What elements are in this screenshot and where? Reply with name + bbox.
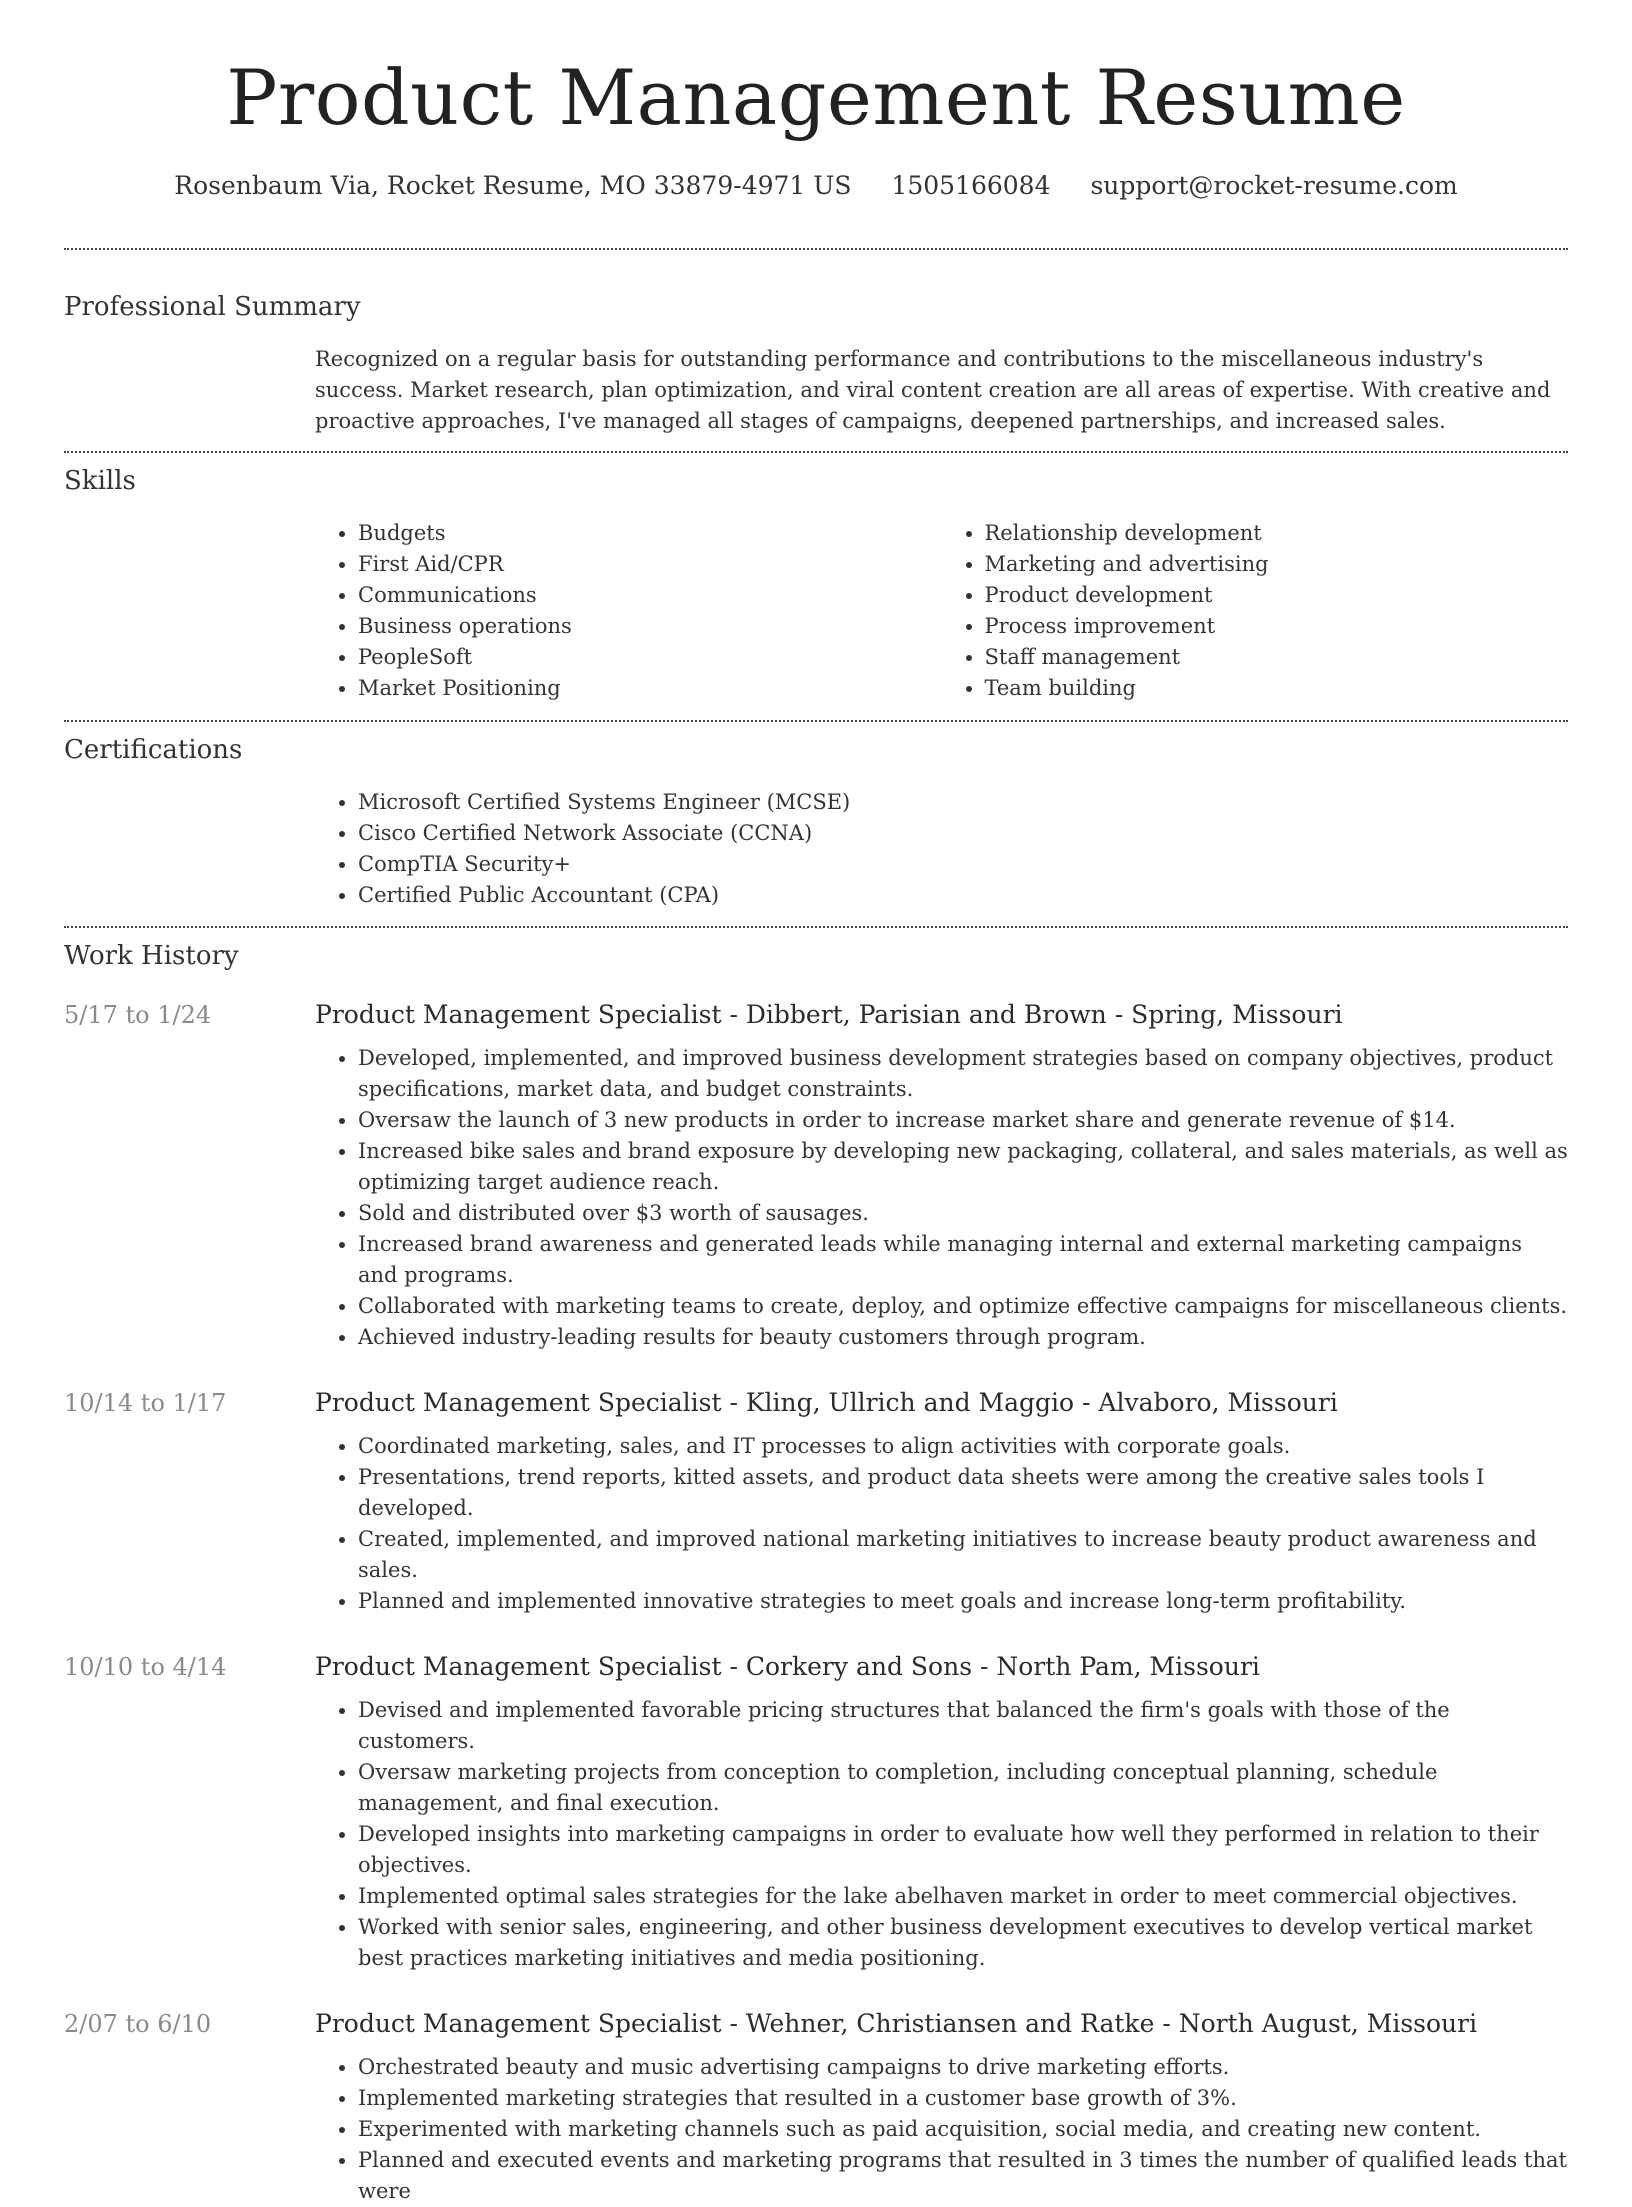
job-title: Product Management Specialist - Corkery and Sons - North Pam, Missouri: [315, 1652, 1260, 1681]
resume-title: Product Management Resume: [226, 53, 1406, 142]
skills-heading: Skills: [64, 466, 136, 496]
job-bullet: • Oversaw marketing projects from conception to completion, including conceptual planning, schedule management, and final execution.: [358, 1757, 1568, 1819]
contact-address: Rosenbaum Via, Rocket Resume, MO 33879-4971 US: [174, 171, 852, 200]
certification-item: • Cisco Certified Network Associate (CCNA): [358, 818, 1568, 849]
job-bullet: • Increased bike sales and brand exposure by developing new packaging, collateral, and sales materials, as well as optimizing target audience reach.: [358, 1136, 1568, 1198]
job-entry: [64, 998, 1568, 1353]
summary-heading: Professional Summary: [64, 292, 361, 322]
skill-item: • Team building: [985, 673, 1569, 704]
job-title: Product Management Specialist - Kling, Ullrich and Maggio - Alvaboro, Missouri: [315, 1388, 1338, 1417]
job-dates: 10/14 to 1/17: [64, 1389, 227, 1417]
work-history-heading: Work History: [64, 941, 239, 971]
certification-item: • CompTIA Security+: [358, 849, 1568, 880]
job-bullet: • Implemented optimal sales strategies for the lake abelhaven market in order to meet commercial objectives.: [358, 1881, 1568, 1912]
job-bullets: [315, 1431, 1568, 1617]
skill-item: • Communications: [358, 580, 942, 611]
job-bullet: • Created, implemented, and improved national marketing initiatives to increase beauty product awareness and sales.: [358, 1524, 1568, 1586]
job-bullet: • Presentations, trend reports, kitted assets, and product data sheets were among the creative sales tools I developed.: [358, 1462, 1568, 1524]
job-bullet: • Planned and executed events and marketing programs that resulted in 3 times the number of qualified leads that were: [358, 2145, 1568, 2207]
job-title: Product Management Specialist - Dibbert, Parisian and Brown - Spring, Missouri: [315, 1000, 1343, 1029]
job-dates: 2/07 to 6/10: [64, 2010, 212, 2038]
job-bullet: • Oversaw the launch of 3 new products in order to increase market share and generate revenue of $14.: [358, 1105, 1568, 1136]
job-bullets: [315, 1043, 1568, 1353]
certifications-list: [315, 787, 1568, 911]
summary-section: [64, 250, 1568, 451]
job-bullet: • Developed, implemented, and improved business development strategies based on company objectives, product specifications, market data, and budget constraints.: [358, 1043, 1568, 1105]
skill-item: • Business operations: [358, 611, 942, 642]
skill-item: • Market Positioning: [358, 673, 942, 704]
skill-item: • Relationship development: [985, 518, 1569, 549]
job-entry: [64, 1386, 1568, 1617]
skills-list-left: [315, 518, 942, 704]
skill-item: • PeopleSoft: [358, 642, 942, 673]
job-dates: 5/17 to 1/24: [64, 1001, 212, 1029]
skills-section: [64, 453, 1568, 720]
job-bullet: • Increased brand awareness and generated leads while managing internal and external marketing campaigns and programs.: [358, 1229, 1568, 1291]
contact-email: support@rocket-resume.com: [1090, 171, 1458, 200]
skill-item: • Budgets: [358, 518, 942, 549]
job-bullet: • Worked with senior sales, engineering, and other business development executives to develop vertical market best practices marketing initiatives and media positioning.: [358, 1912, 1568, 1974]
job-bullets: [315, 2052, 1568, 2207]
job-entry: [64, 1650, 1568, 1974]
certification-item: • Certified Public Accountant (CPA): [358, 880, 1568, 911]
resume-page: [64, 0, 1568, 2207]
job-bullet: • Developed insights into marketing campaigns in order to evaluate how well they performed in relation to their objectives.: [358, 1819, 1568, 1881]
certification-item: • Microsoft Certified Systems Engineer (MCSE): [358, 787, 1568, 818]
certifications-section: [64, 722, 1568, 926]
job-bullet: • Devised and implemented favorable pricing structures that balanced the firm's goals with those of the customers.: [358, 1695, 1568, 1757]
skill-item: • Marketing and advertising: [985, 549, 1569, 580]
job-bullet: • Coordinated marketing, sales, and IT processes to align activities with corporate goals.: [358, 1431, 1568, 1462]
skill-item: • Product development: [985, 580, 1569, 611]
contact-phone: 1505166084: [891, 171, 1051, 200]
skills-list-right: [942, 518, 1569, 704]
work-history-section: [64, 928, 1568, 2207]
job-dates: 10/10 to 4/14: [64, 1653, 227, 1681]
summary-text: Recognized on a regular basis for outstanding performance and contributions to the miscellaneous industry's success. Market research, plan optimization, and viral content creation are all areas of expertise. With creative and proactive approaches, I've managed all stages of campaigns, deepened partnerships, and increased sales.: [315, 347, 1551, 433]
job-bullets: [315, 1695, 1568, 1974]
certifications-heading: Certifications: [64, 735, 243, 765]
job-bullet: • Sold and distributed over $3 worth of sausages.: [358, 1198, 1568, 1229]
job-bullet: • Implemented marketing strategies that resulted in a customer base growth of 3%.: [358, 2083, 1568, 2114]
job-bullet: • Experimented with marketing channels such as paid acquisition, social media, and creating new content.: [358, 2114, 1568, 2145]
job-title: Product Management Specialist - Wehner, Christiansen and Ratke - North August, Missouri: [315, 2009, 1478, 2038]
job-bullet: • Collaborated with marketing teams to create, deploy, and optimize effective campaigns for miscellaneous clients.: [358, 1291, 1568, 1322]
job-bullet: • Orchestrated beauty and music advertising campaigns to drive marketing efforts.: [358, 2052, 1568, 2083]
skill-item: • Process improvement: [985, 611, 1569, 642]
job-entry: [64, 2007, 1568, 2207]
job-bullet: • Achieved industry-leading results for beauty customers through program.: [358, 1322, 1568, 1353]
skill-item: • Staff management: [985, 642, 1569, 673]
skill-item: • First Aid/CPR: [358, 549, 942, 580]
job-bullet: • Planned and implemented innovative strategies to meet goals and increase long-term profitability.: [358, 1586, 1568, 1617]
contact-line: [64, 170, 1568, 202]
